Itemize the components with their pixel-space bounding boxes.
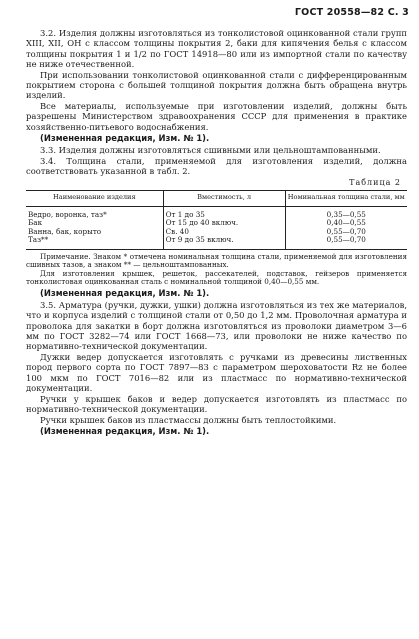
cell-product-name: Ванна, бак, корыто xyxy=(28,226,102,236)
cell-thickness: 0,35—0,55 xyxy=(285,206,407,219)
paragraph-materials-approval: Все материалы, используемые при изготовлении изделий, должны быть разрешены Министерством здравоохранения СССР для применения в практике хозяйственно-питьевого водоснабжения. xyxy=(26,101,407,132)
paragraph-lid-handles: Ручки у крышек баков и ведер допускается изготовлять из пластмасс по нормативно-технической документации. xyxy=(26,393,407,414)
cell-product-name: Таз** xyxy=(26,236,163,249)
cell-product-name: Бак xyxy=(28,218,43,228)
paragraph-3-5: 3.5. Арматура (ручки, дужки, ушки) должна изготовляться из тех же материалов, что и корпуса изделий с толщиной стали от 0,50 до 1,2 мм. Проволочная арматура и проволока для закатки в борт должна изготовляться из проволоки диаметром 3—6 мм по ГОСТ 3282—74 или ГОСТ 1668—73, или проволоки не ниже качество по нормативно-технической документации. xyxy=(26,299,407,352)
document-body xyxy=(26,28,407,438)
paragraph-heat-resistant: Ручки крышек баков из пластмассы должны быть теплостойкими. xyxy=(40,414,337,425)
paragraph-bucket-handles: Дужки ведер допускается изготовлять с ручками из древесины лиственных пород первого сорта по ГОСТ 7897—83 с параметром шероховатости Rz не более 100 мкм по ГОСТ 7016—82 или из пластмасс по нормативно-технической документации. xyxy=(26,351,407,393)
header-capacity: Вместимость, л xyxy=(163,191,285,207)
paragraph-3-3: 3.3. Изделия должны изготовляться сшивными или цельноштампованными. xyxy=(40,144,381,155)
header-product-name: Наименование изделия xyxy=(26,191,163,207)
paragraph-3-2: 3.2. Изделия должны изготовляться из тонколистовой оцинкованной стали групп XIII, XII, ОН с классом толщины покрытия 2, баки для кипячения белья с классом толщины покрытия 1 и 1/2 по ГОСТ 14918—80 или из импортной стали по качеству не ниже отечественной. xyxy=(26,28,407,69)
table-note-lids: Для изготовления крышек, решеток, рассекателей, подставок, гейзеров применяется тонколистовая оцинкованная сталь с номинальной толщиной 0,40—0,55 мм. xyxy=(26,268,407,287)
cell-capacity: От 1 до 35 xyxy=(163,206,285,219)
cell-thickness: 0,40—0,55 xyxy=(285,219,407,227)
cell-capacity: От 9 до 35 включ. xyxy=(163,236,285,249)
cell-product-name: Ведро, воронка, таз* xyxy=(28,209,107,219)
header-thickness: Номинальная толщина стали, мм xyxy=(285,191,407,207)
table-row xyxy=(26,236,407,249)
cell-capacity: Св. 40 xyxy=(163,228,285,236)
amendment-note-2: (Измененная редакция, Изм. № 1). xyxy=(40,287,210,298)
thickness-table xyxy=(26,190,407,249)
amendment-note-3: (Измененная редакция, Изм. № 1). xyxy=(40,426,210,437)
paragraph-coating-side: При использовании тонколистовой оцинкованной стали с дифференцированным покрытием сторона с большей толщиной покрытия должна быть обращена внутрь изделий. xyxy=(26,69,407,101)
page-header: ГОСТ 20558—82 С. 3 xyxy=(294,7,409,18)
cell-thickness: 0,55—0,70 xyxy=(285,228,407,236)
paragraph-3-4: 3.4. Толщина стали, применяемой для изготовления изделий, должна соответствовать указанной в табл. 2. xyxy=(26,155,407,177)
table-note: Примечание. Знаком * отмечена номинальная толщина стали, применяемой для изготовления сшивных тазов, а знаком ** — цельноштампованных. xyxy=(26,251,407,270)
table-caption: Таблица 2 xyxy=(349,178,401,188)
cell-thickness: 0,55—0,70 xyxy=(285,236,407,249)
amendment-note-1: (Измененная редакция, Изм. № 1). xyxy=(40,132,210,143)
cell-capacity: От 15 до 40 включ. xyxy=(163,219,285,227)
table-header-row xyxy=(26,191,407,207)
